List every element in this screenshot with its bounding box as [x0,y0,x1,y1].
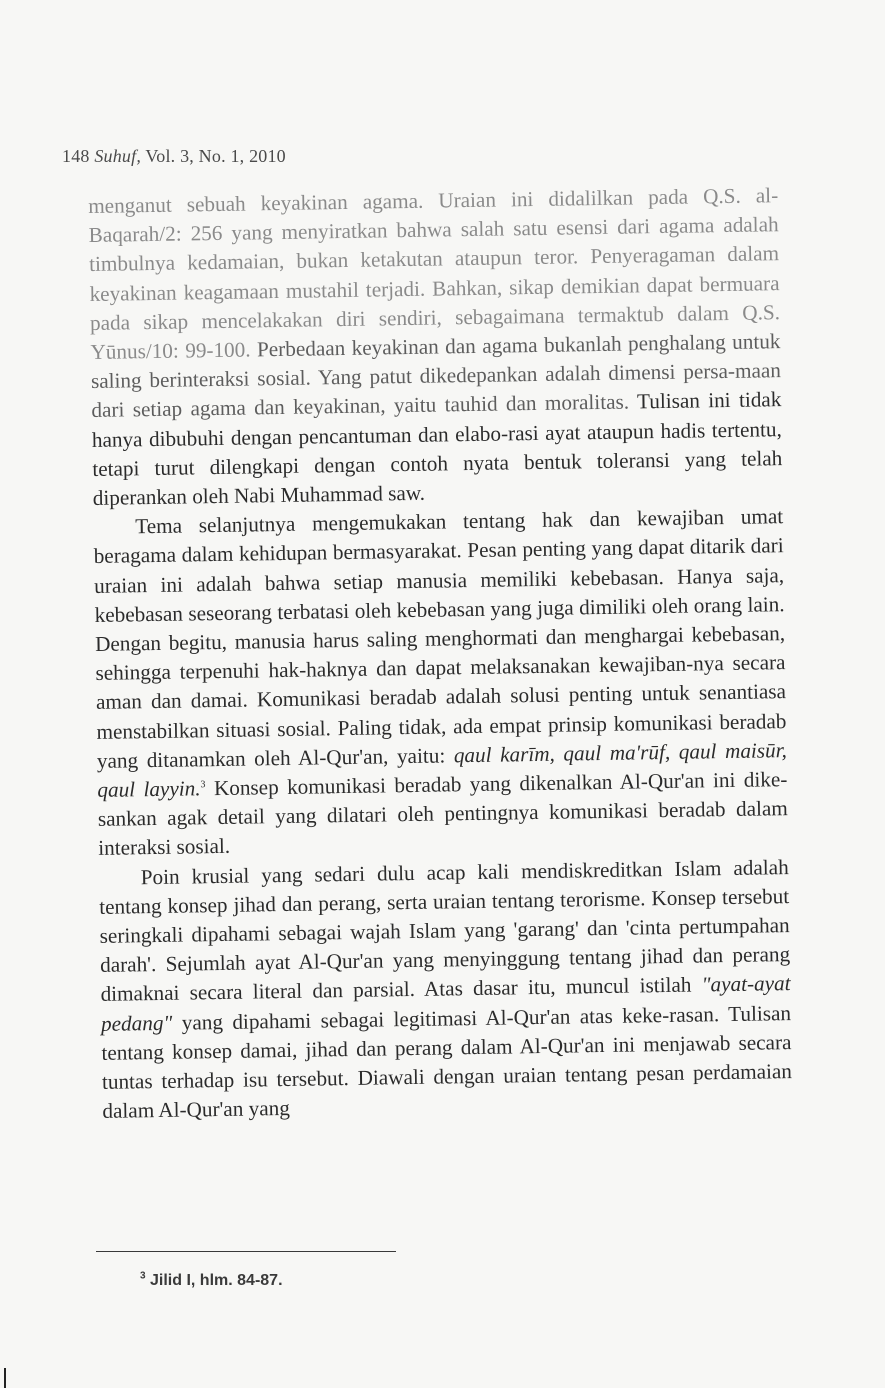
paragraph-3-italic-phrase: "ayat-ayat pedang" [100,971,791,1036]
paragraph-1-mid-text: Perbedaan keyakinan dan agama bukanlah penghalang untuk saling berinteraksi sosial. Yang patut dikedepankan adalah dimensi persa-maan dari setiap agama dan keyakinan, yaitu tauhid dan moralitas. [90,329,782,423]
journal-title: Suhuf, [94,146,142,166]
footnote-divider [96,1251,396,1252]
paragraph-2-text-continued: Konsep komunikasi beradab yang dikenalkan Al-Qur'an ini dike-sankan agak detail yang dilatari oleh pentingnya komunikasi beradab dalam interaksi sosial. [97,767,788,861]
paragraph-3 [99,853,793,1127]
page-number: 148 [62,146,90,166]
paragraph-1 [88,181,783,513]
paragraph-3-text-continued: yang dipahami sebagai legitimasi Al-Qur'an atas keke-rasan. Tulisan tentang konsep damai, jihad dan perang dalam Al-Qur'an ini menjawab secara tuntas terhadap isu tersebut. Diawali dengan uraian tentang pesan perdamaian dalam Al-Qur'an yang [101,1000,793,1124]
volume-info: Vol. 3, No. 1, 2010 [145,146,286,166]
paragraph-1-faded-text: menganut sebuah keyakinan agama. Uraian ini didalilkan pada Q.S. al-Baqarah/2: 256 yang menyiratkan bahwa salah satu esensi dari agama adalah timbulnya kedamaian, bukan ketakutan ataupun teror. Penyeragaman dalam keyakinan keagamaan mustahil terjadi. Bahkan, sikap demikian dapat bermuara pada sikap mencelakakan diri sendiri, sebagaimana termaktub dalam Q.S. Yūnus/10: 99-100. [88,183,781,364]
footnote-number: 3 [140,1270,146,1282]
scan-edge-mark [4,1368,6,1388]
footnote-text: Jilid I, hlm. 84-87. [150,1272,283,1289]
body-text [88,181,793,1126]
footnote [140,1272,283,1290]
running-head [62,146,286,167]
footnote-reference: 3 [200,779,206,791]
paragraph-3-text: Poin krusial yang sedari dulu acap kali mendiskreditkan Islam adalah tentang konsep jihad dan perang, serta uraian tentang terorisme. Konsep tersebut seringkali dipahami sebagai wajah Islam yang 'garang' dan 'cinta pertumpahan darah'. Sejumlah ayat Al-Qur'an yang menyinggung tentang jihad dan perang dimaknai secara literal dan parsial. Atas dasar itu, muncul istilah [99,854,791,1007]
paragraph-2-italic-terms: qaul karīm, qaul ma'rūf, qaul maisūr, qaul layyin. [97,737,788,802]
paragraph-2 [93,502,788,863]
paragraph-2-text: Tema selanjutnya mengemukakan tentang hak dan kewajiban umat beragama dalam kehidupan bermasyarakat. Pesan penting yang dapat ditarik dari uraian ini adalah bahwa setiap manusia memiliki kebebasan. Hanya saja, kebebasan seseorang terbatasi oleh kebebasan yang juga dimiliki oleh orang lain. Dengan begitu, manusia harus saling menghormati dan menghargai kebebasan, sehingga terpenuhi hak-haknya dan dapat melaksanakan kewajiban-nya secara aman dan damai. Komunikasi beradab adalah solusi penting untuk senantiasa menstabilkan situasi sosial. Paling tidak, ada empat prinsip komunikasi beradab yang ditanamkan oleh Al-Qur'an, yaitu: [93,504,787,773]
paragraph-1-text: Tulisan ini tidak hanya dibubuhi dengan pencantuman dan elabo-rasi ayat ataupun hadis tertentu, tetapi turut dilengkapi dengan contoh nyata bentuk toleransi yang telah diperankan oleh Nabi Muhammad saw. [91,387,783,510]
